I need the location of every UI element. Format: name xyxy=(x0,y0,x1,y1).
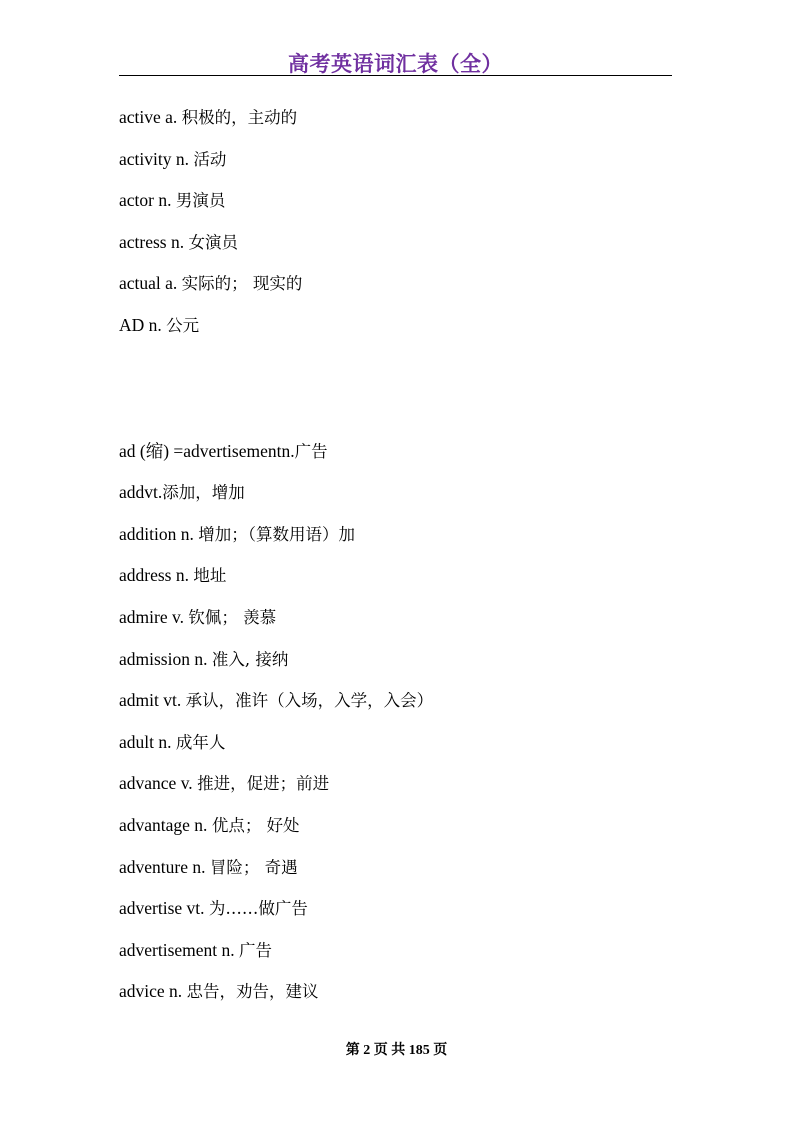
vocab-entry xyxy=(119,478,679,520)
entry-word: advertise vt. xyxy=(119,898,209,919)
entry-word: active a. xyxy=(119,107,182,127)
vocab-entry xyxy=(119,894,679,936)
page-title: 高考英语词汇表（全） xyxy=(288,51,503,76)
entry-word: activity n. xyxy=(119,148,194,169)
entry-word: actor n. xyxy=(119,190,176,211)
vocab-entry xyxy=(119,520,679,562)
vocab-entry xyxy=(119,977,679,1019)
entry-word: admission n. xyxy=(119,648,212,669)
entry-definition: 积极的，主动的 xyxy=(181,108,298,127)
entry-definition: 为……做广告 xyxy=(208,899,308,919)
entry-definition: 活动 xyxy=(193,149,227,169)
vocab-entry xyxy=(119,269,679,311)
entry-word: admit vt. xyxy=(119,690,186,711)
vocab-entry xyxy=(119,103,679,145)
entry-word: actual a. xyxy=(119,273,182,294)
entry-word: advertisement n. xyxy=(119,939,240,960)
vocab-entry xyxy=(119,686,679,728)
entry-word: advantage n. xyxy=(119,814,212,835)
entry-definition: 冒险； 奇遇 xyxy=(209,857,298,877)
page-number: 第 2 页 共 185 页 xyxy=(345,1043,448,1058)
entry-word: addition n. xyxy=(119,523,199,544)
vocab-entry xyxy=(119,311,679,353)
entry-definition: 女演员 xyxy=(188,232,238,252)
section-gap xyxy=(119,353,679,437)
entry-word: admire v. xyxy=(119,606,189,627)
vocab-entry xyxy=(119,437,679,479)
vocab-entry xyxy=(119,936,679,978)
vocab-entry xyxy=(119,811,679,853)
entry-definition: 公元 xyxy=(166,315,200,335)
entry-definition: 钦佩； 羡慕 xyxy=(188,607,277,627)
entry-word: ad (缩) =advertisementn. xyxy=(119,440,295,461)
entry-definition: 承认，准许（入场，入学，入会） xyxy=(185,691,434,711)
vocab-entry xyxy=(119,228,679,270)
vocab-entry xyxy=(119,145,679,187)
vocabulary-list xyxy=(119,103,679,1019)
entry-definition: 成年人 xyxy=(175,732,226,752)
vocab-entry xyxy=(119,645,679,687)
vocab-entry xyxy=(119,769,679,811)
vocab-entry xyxy=(119,853,679,895)
entry-definition: 推进，促进；前进 xyxy=(197,774,330,794)
entry-definition: 忠告，劝告，建议 xyxy=(186,982,319,1002)
entry-definition: 地址 xyxy=(193,566,227,586)
entry-definition: 广告 xyxy=(239,940,273,960)
entry-word: address n. xyxy=(119,565,194,586)
entry-word: adult n. xyxy=(119,731,176,752)
entry-word: advice n. xyxy=(119,981,187,1002)
entry-definition: 优点； 好处 xyxy=(211,815,300,835)
entry-definition: 广告 xyxy=(294,441,328,461)
vocab-entry xyxy=(119,603,679,645)
page-header xyxy=(119,44,672,76)
vocab-entry xyxy=(119,561,679,603)
entry-definition: 添加，增加 xyxy=(162,483,245,503)
vocab-entry xyxy=(119,186,679,228)
entry-definition: 增加；（算数用语）加 xyxy=(198,524,355,544)
entry-word: addvt. xyxy=(119,482,163,503)
entry-definition: 实际的； 现实的 xyxy=(181,274,303,294)
entry-definition: 男演员 xyxy=(175,191,226,211)
entry-word: AD n. xyxy=(119,314,167,335)
entry-word: adventure n. xyxy=(119,856,210,877)
entry-definition: 准入, 接纳 xyxy=(211,649,289,669)
entry-word: actress n. xyxy=(119,231,189,252)
entry-word: advance v. xyxy=(119,773,198,794)
vocab-entry xyxy=(119,728,679,770)
